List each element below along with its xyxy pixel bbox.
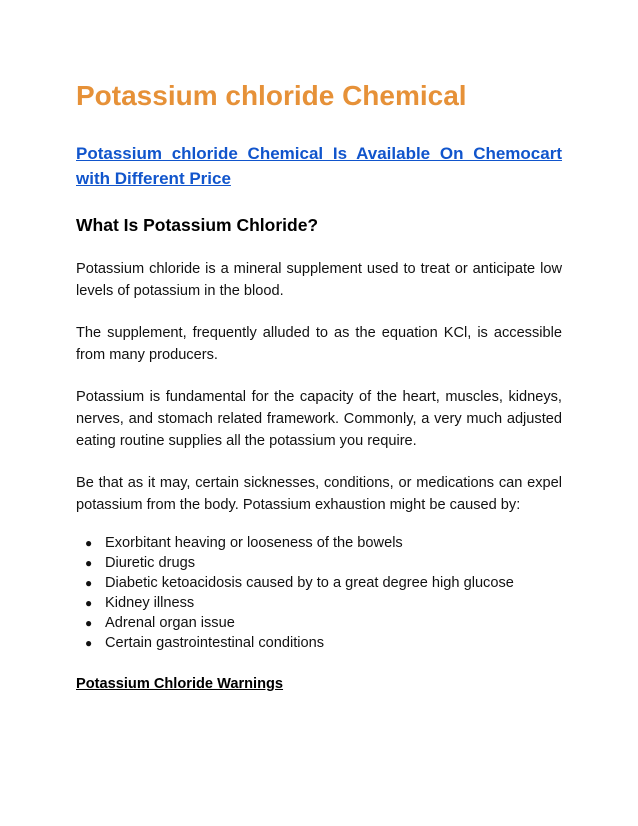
availability-link[interactable]: Potassium chloride Chemical Is Available On Chemocart with Different Price <box>76 144 562 188</box>
bullet-icon: ● <box>85 576 93 590</box>
paragraph-depletion: Be that as it may, certain sicknesses, conditions, or medications can expel potassium from the body. Potassium exhaustion might be caused by: <box>76 475 562 513</box>
list-item-text: Certain gastrointestinal conditions <box>105 635 325 651</box>
list-item-text: Diuretic drugs <box>105 555 196 571</box>
bullet-icon: ● <box>85 616 93 630</box>
paragraph-intro: Potassium chloride is a mineral supplement used to treat or anticipate low levels of potassium in the blood. <box>76 261 562 299</box>
list-item-text: Exorbitant heaving or looseness of the bowels <box>105 535 403 551</box>
list-item <box>76 553 562 573</box>
list-item-text: Kidney illness <box>105 595 195 611</box>
paragraph-kcl: The supplement, frequently alluded to as the equation KCl, is accessible from many producers. <box>76 325 562 363</box>
list-item-text: Adrenal organ issue <box>105 615 235 631</box>
bullet-icon: ● <box>85 596 93 610</box>
bullet-icon: ● <box>85 636 93 650</box>
list-item <box>76 613 562 633</box>
list-item <box>76 573 562 593</box>
warnings-link[interactable]: Potassium Chloride Warnings <box>76 676 284 692</box>
paragraph-importance: Potassium is fundamental for the capacity of the heart, muscles, kidneys, nerves, and stomach related framework. Commonly, a very much adjusted eating routine supplies all the potassium you require. <box>76 389 562 449</box>
bullet-icon: ● <box>85 556 93 570</box>
list-item <box>76 593 562 613</box>
section-heading: What Is Potassium Chloride? <box>76 215 319 235</box>
page-title: Potassium chloride Chemical <box>76 80 467 111</box>
list-item <box>76 533 562 553</box>
document-content <box>76 78 562 694</box>
bullet-icon: ● <box>85 536 93 550</box>
list-item-text: Diabetic ketoacidosis caused by to a great degree high glucose <box>105 575 514 591</box>
causes-list <box>76 533 562 653</box>
list-item <box>76 633 562 653</box>
